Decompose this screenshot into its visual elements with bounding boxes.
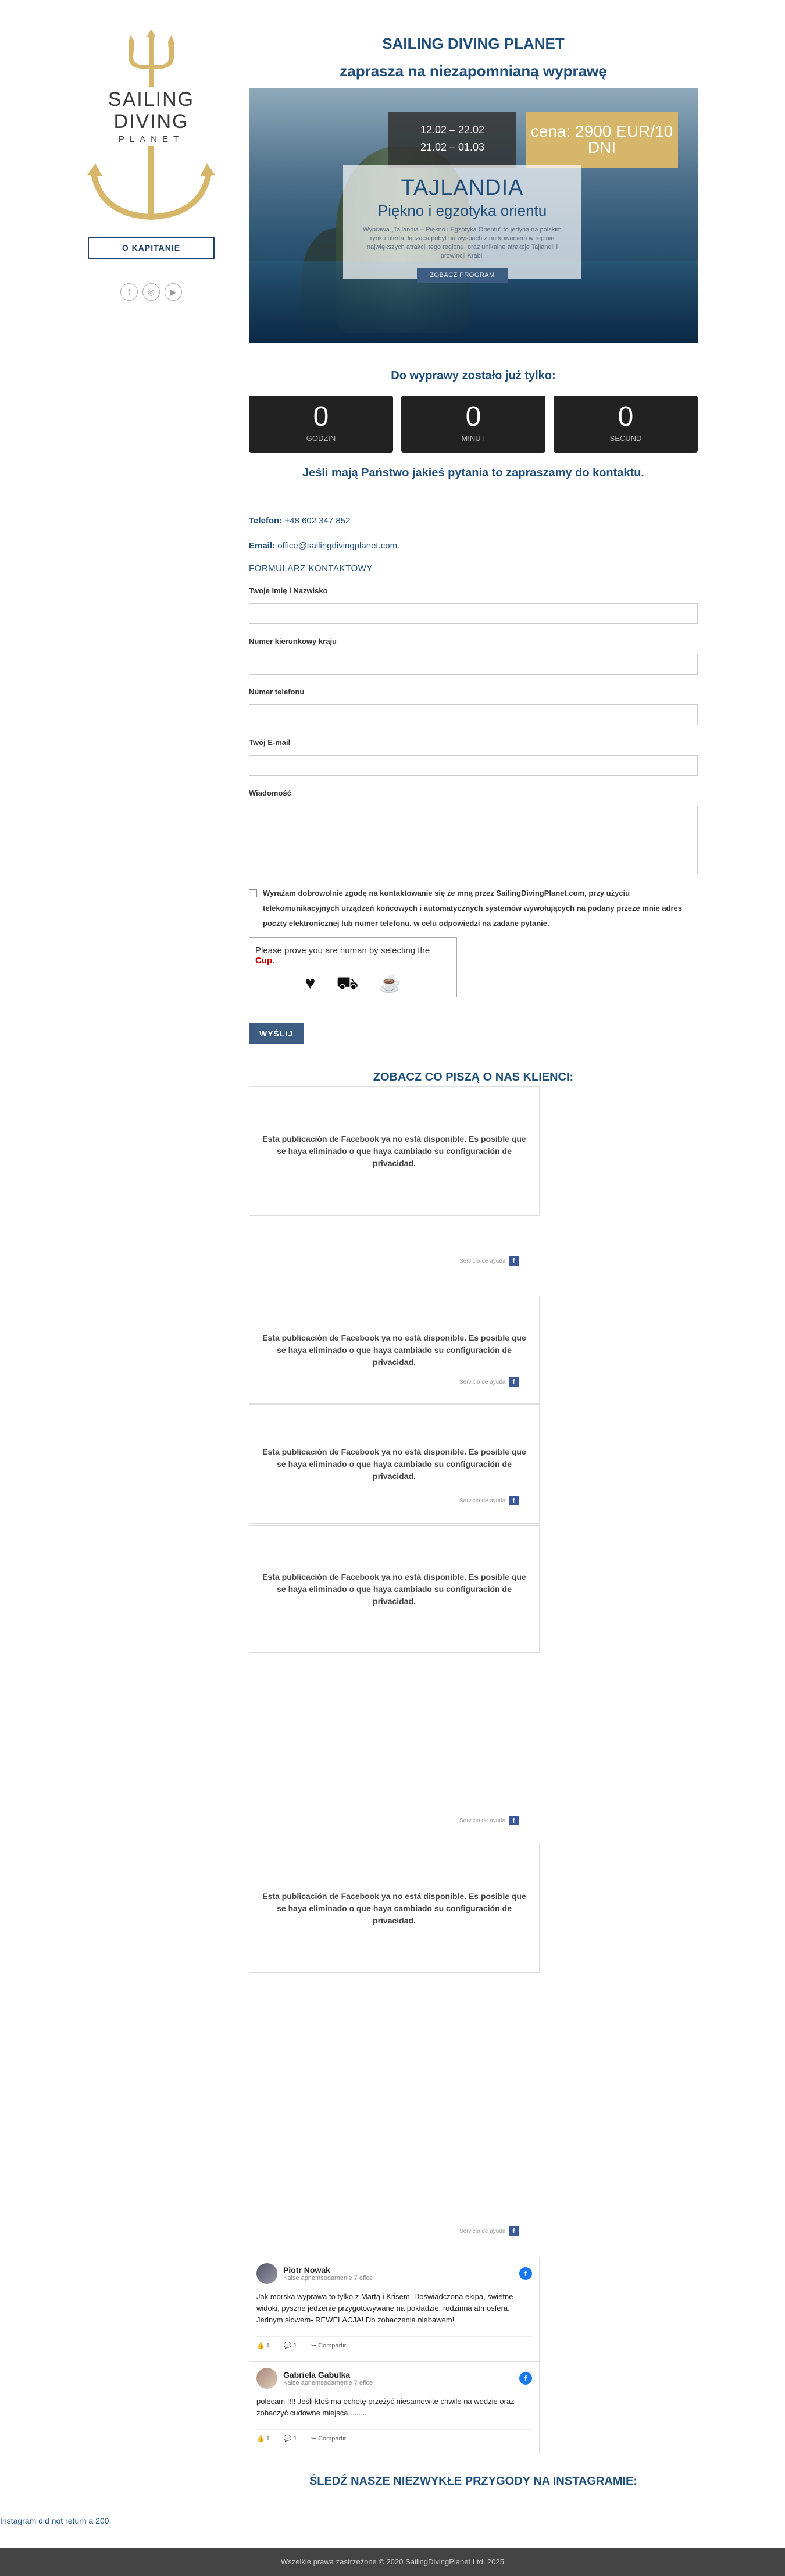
footer: Wszelkie prawa zastrzeżone © 2020 SailingDivingPlanet Ltd. 2025 [0,2548,785,2576]
countdown-minutes-label: MINUT [461,434,486,443]
review-post [249,2257,540,2361]
trident-logo-icon[interactable] [108,29,195,87]
country-code-label: Numer kierunkowy kraju [249,637,337,646]
avatar[interactable] [256,2263,277,2284]
review-author[interactable]: Gabriela Gabulka [283,2370,351,2379]
review-actions [256,2336,532,2349]
fb-embed-unavailable: Esta publicación de Facebook ya no está disponible. Es posible que se haya eliminado o que haya cambiado su configuración de privacidad. [249,1844,540,1973]
review-text: polecam !!!! Jeśli ktoś ma ochotę przeżyć niesamowite chwile na wodzie oraz zobaczyć cudowne miejsca ........ [256,2397,515,2417]
review-author[interactable]: Piotr Nowak [283,2265,330,2275]
countdown-title: Do wyprawy zostało już tylko: [391,369,556,382]
email-label: Email: [249,541,276,551]
fb-embed-unavailable: Esta publicación de Facebook ya no está disponible. Es posible que se haya eliminado o que haya cambiado su configuración de privacidad. [249,1086,540,1216]
like-count-value: 1 [266,2435,270,2442]
trip-date-1: 12.02 – 22.02 [420,124,485,136]
page-title: SAILING DIVING PLANET [382,35,565,52]
facebook-icon[interactable]: f [120,283,138,301]
logo-wordmark [81,90,221,144]
main-content [249,0,698,1084]
fb-help-link[interactable] [459,1496,519,1505]
fb-help-link[interactable] [459,1377,519,1387]
email-input[interactable] [249,755,698,776]
consent-text: Wyrażam dobrowolnie zgodę na kontaktowanie się ze mną przez SailingDivingPlanet.com, przy użyciu telekomunikacyjnych urządzeń końcowych i automatycznych systemów wywołujących na podany przeze mnie adres poczty elektronicznej lub numer telefonu, w celu odpowiedzi na zadane pytanie. [263,889,683,928]
comment-count-value: 1 [293,2342,297,2349]
social-links [81,283,221,301]
captcha-widget [249,937,457,997]
facebook-icon[interactable]: f [519,2372,532,2385]
countdown-seconds [554,396,698,453]
trip-dates [388,112,516,168]
instagram-icon[interactable]: ◎ [142,283,160,301]
email-link[interactable]: office@sailingdivingplanet.com. [277,541,400,551]
phone-link[interactable]: +48 602 347 852 [284,516,351,526]
avatar[interactable] [256,2368,277,2389]
fb-help-label: Servicio de ayuda [459,2228,506,2235]
trip-info-card [343,165,581,279]
fb-help-label: Servicio de ayuda [459,1378,506,1385]
review-post-header [256,2368,532,2389]
like-count[interactable]: 👍 1 [256,2435,270,2442]
facebook-square-icon: f [509,1496,519,1505]
youtube-icon[interactable]: ▶ [165,283,182,301]
consent-row [249,886,698,931]
countdown-minutes [401,396,545,453]
countdown-hours [249,396,393,453]
logo-line-2: DIVING [113,111,189,133]
fb-embed-unavailable: Esta publicación de Facebook ya no está disponible. Es posible que se haya eliminado o que haya cambiado su configuración de privacidad. [249,1296,540,1404]
consent-checkbox[interactable] [249,889,257,897]
facebook-icon[interactable]: f [519,2267,532,2280]
share-label: Compartir [318,2435,347,2442]
comment-count-value: 1 [293,2435,297,2442]
review-post-header [256,2263,532,2284]
trip-destination: TAJLANDIA [401,176,524,200]
logo-line-3: PLANET [118,134,184,144]
hero-banner [249,88,698,343]
facebook-square-icon: f [509,1256,519,1266]
share-button[interactable]: ↪ Compartir [311,2435,347,2442]
phone-number-input[interactable] [249,704,698,725]
contact-invitation: Jeśli mają Państwo jakieś pytania to zapraszamy do kontaktu. [302,466,644,479]
like-count[interactable]: 👍 1 [256,2342,270,2349]
countdown-minutes-value: 0 [465,401,481,432]
captcha-prefix: Please prove you are human by selecting the [255,946,430,956]
captcha-suffix: . [272,956,275,965]
reviews-title: ZOBACZ CO PISZĄ O NAS KLIENCI: [373,1071,574,1084]
instagram-title: ŚLEDŹ NASZE NIEZWYKŁE PRZYGODY NA INSTAGRAMIE: [309,2475,638,2488]
facebook-square-icon: f [509,1377,519,1387]
share-label: Compartir [318,2342,347,2349]
like-count-value: 1 [266,2342,270,2349]
instagram-error: Instagram did not return a 200. [0,2516,112,2525]
logo-line-1: SAILING [108,88,195,111]
phone-label: Telefon: [249,516,283,526]
facebook-square-icon: f [509,2226,519,2236]
email-line [249,541,698,551]
phone-number-label: Numer telefonu [249,687,305,696]
review-actions [256,2429,532,2442]
fb-help-link[interactable] [459,1256,519,1266]
review-meta: Kaise apnemsedarnenie 7 efice [283,2275,373,2282]
country-code-input[interactable] [249,654,698,675]
countdown-seconds-label: SECUND [609,434,642,443]
trip-description: Wyprawa „Tajlandia – Piękno i Egzotyka Orientu” to jedyna na polskim rynku oferta, łącząca pobyt na wyspach z nurkowaniem w rejonie największych atrakcji tego regionu, oraz unikalne atrakcje Tajlandii i prowincji Krabi. [363,226,562,259]
trip-date-2: 21.02 – 01.03 [420,141,485,153]
comment-count[interactable]: 💬 1 [283,2342,297,2349]
anchor-logo-icon [87,146,215,222]
trip-tagline: Piękno i egzotyka orientu [377,202,547,219]
sidebar [81,29,221,301]
fb-help-link[interactable] [459,2226,519,2236]
see-program-button[interactable]: ZOBACZ PROGRAM [417,268,508,283]
name-label: Twoje Imię i Nazwisko [249,586,328,595]
fb-help-label: Servicio de ayuda [459,1257,506,1264]
message-textarea[interactable] [249,806,698,874]
fb-help-label: Servicio de ayuda [459,1497,506,1504]
fb-embed-unavailable: Esta publicación de Facebook ya no está disponible. Es posible que se haya eliminado o que haya cambiado su configuración de privacidad. [249,1404,540,1524]
countdown-timer [249,396,698,453]
phone-line [249,516,698,526]
captcha-options [255,974,451,996]
email-field-label: Twój E-mail [249,738,291,747]
car-icon[interactable]: ⛟ [336,974,359,993]
message-label: Wiadomość [249,789,291,797]
countdown-hours-value: 0 [313,401,329,432]
captcha-question [255,946,451,965]
contact-form-heading: FORMULARZ KONTAKTOWY [249,564,373,573]
review-meta: Kaise apnemsedarnenie 7 efice [283,2379,373,2386]
fb-embed-unavailable: Esta publicación de Facebook ya no está disponible. Es posible que se haya eliminado o que haya cambiado su configuración de privacidad. [249,1525,540,1653]
review-text: Jak morska wyprawa to tylko z Martą i Krisem. Doświadczona ekipa, świetne widoki, pyszne jedzenie przygotowywane na pokładzie, rodzinna atmosfera. Jednym słowem- REWELACJA! Do zobaczenia niebawem! [256,2292,513,2324]
share-button[interactable]: ↪ Compartir [311,2342,347,2349]
name-input[interactable] [249,603,698,624]
send-button[interactable]: WYŚLIJ [249,1023,304,1044]
countdown-hours-label: GODZIN [306,434,336,443]
about-captain-button[interactable]: O KAPITANIE [88,237,215,259]
page-subtitle: zaprasza na niezapomnianą wyprawę [340,62,607,80]
heart-icon[interactable]: ♥ [305,974,316,993]
trip-price: cena: 2900 EUR/10 DNI [526,112,678,168]
facebook-square-icon: f [509,1816,519,1825]
comment-count[interactable]: 💬 1 [283,2435,297,2442]
captcha-target: Cup [255,956,273,965]
cup-icon[interactable]: ☕ [379,974,401,993]
countdown-seconds-value: 0 [618,401,634,432]
fb-help-link[interactable] [459,1816,519,1825]
fb-help-label: Servicio de ayuda [459,1817,506,1824]
review-post [249,2361,540,2454]
